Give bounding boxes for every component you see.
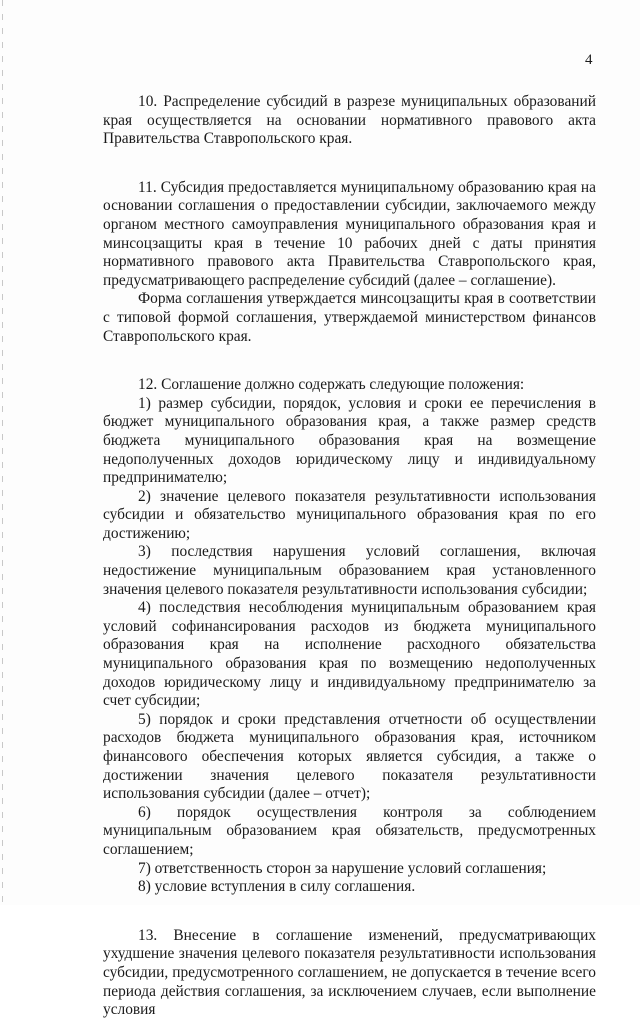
section-gap	[103, 346, 596, 376]
paragraph-13: 13. Внесение в соглашение изменений, предусматривающих ухудшение значения целевого показателя результативности использования субсидии, предусмотренного соглашением, не допускается в течение всего периода действия соглашения, за исключением случаев, если выполнение условия	[103, 926, 596, 1019]
list-item-12-2: 2) значение целевого показателя результативности использования субсидии и обязательство муниципального образования края по его достижению;	[103, 487, 596, 542]
list-item-12-8: 8) условие вступления в силу соглашения.	[138, 878, 416, 896]
list-item-12-5: 5) порядок и сроки представления отчетности об осуществлении расходов бюджета муниципального образования края, источником финансового обеспечения которых является субсидия, а также о достижении значения целевого показателя результативности использования субсидии (далее – отчет);	[103, 710, 596, 803]
list-item-12-7: 7) ответственность сторон за нарушение условий соглашения;	[138, 859, 547, 877]
document-body	[103, 93, 596, 1020]
list-item-12-6: 6) порядок осуществления контроля за соблюдением муниципальным образованием края обязательств, предусмотренных соглашением;	[103, 803, 596, 858]
paragraph-12: 12. Соглашение должно содержать следующие положения:	[138, 376, 525, 394]
section-gap	[103, 149, 596, 179]
list-item-12-4: 4) последствия несоблюдения муниципальным образованием края условий софинансирования расходов из бюджета муниципального образования края на исполнение расходного обязательства муниципального образования края по возмещению недополученных доходов юридическому лицу и индивидуальному предпринимателю за счет субсидии;	[103, 599, 596, 710]
list-item-12-3: 3) последствия нарушения условий соглашения, включая недостижение муниципальным образованием края установленного значения целевого показателя результативности использования субсидии;	[103, 543, 596, 598]
list-item-12-1: 1) размер субсидии, порядок, условия и сроки ее перечисления в бюджет муниципального образования края, а также размер средств бюджета муниципального образования края на возмещение недополученных доходов юридическому лицу и индивидуальному предпринимателю;	[103, 394, 596, 487]
paragraph-11: 11. Субсидия предоставляется муниципальному образованию края на основании соглашения о предоставлении субсидии, заключаемого между органом местного самоуправления муниципального образования края и минсоцзащиты края в течение 10 рабочих дней с даты принятия нормативного правового акта Правительства Ставропольского края, предусматривающего распределение субсидий (далее – соглашение).	[103, 178, 596, 289]
paragraph-11-form: Форма соглашения утверждается минсоцзащиты края в соответствии с типовой формой соглашения, утверждаемой министерством финансов Ставропольского края.	[103, 290, 596, 345]
scan-edge-line	[2, 0, 3, 905]
page-number: 4	[585, 52, 593, 68]
paragraph-10: 10. Распределение субсидий в разрезе муниципальных образований края осуществляется на основании нормативного правового акта Правительства Ставропольского края.	[103, 93, 596, 148]
section-gap	[103, 897, 596, 927]
